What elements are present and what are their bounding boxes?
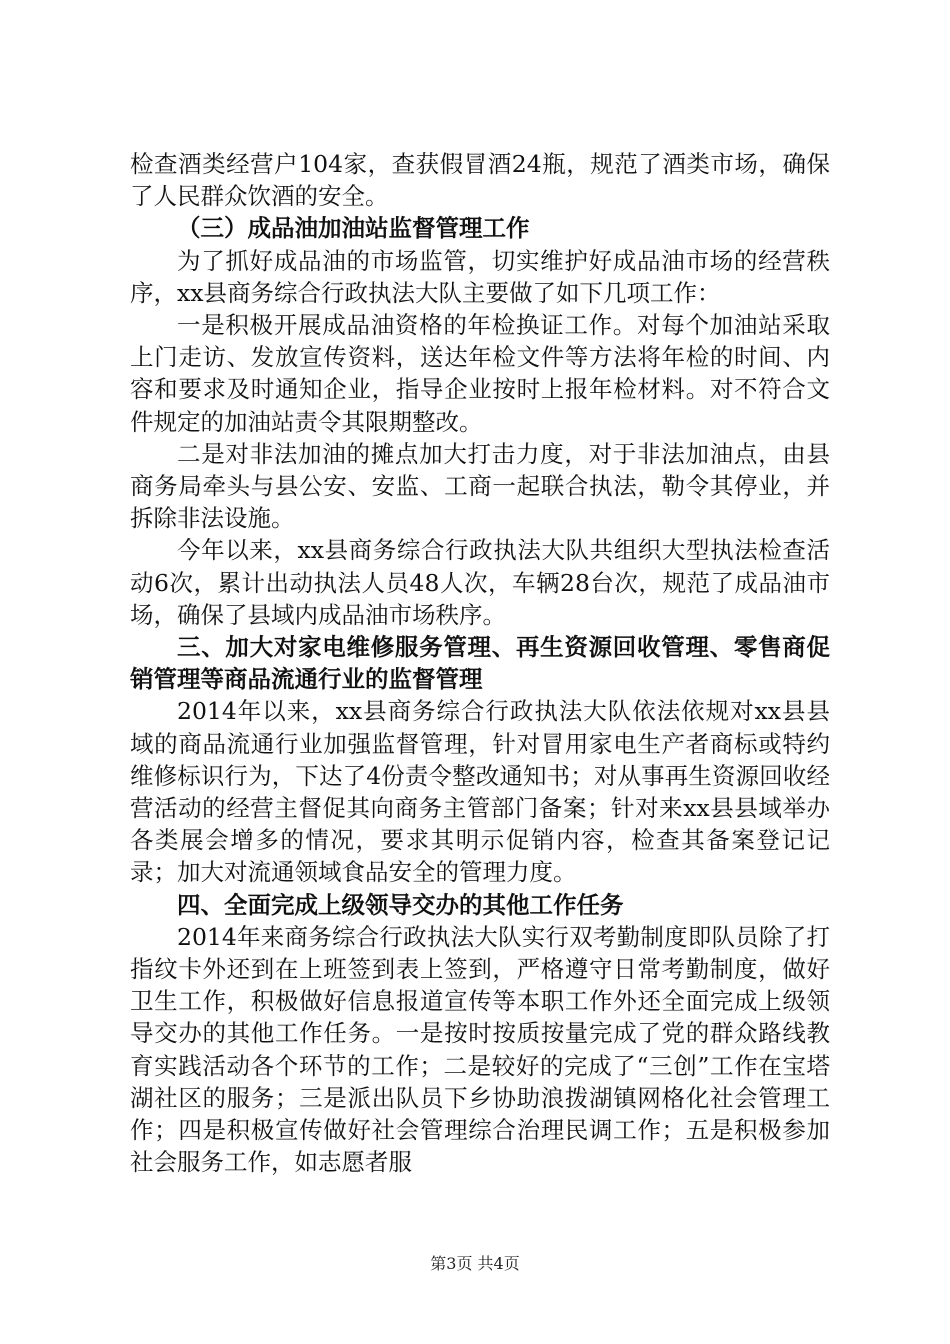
paragraph: 今年以来，xx县商务综合行政执法大队共组织大型执法检查活动6次，累计出动执法人员48人次，车辆28台次，规范了成品油市场，确保了县域内成品油市场秩序。: [130, 536, 830, 629]
section-heading-four: 四、全面完成上级领导交办的其他工作任务: [177, 890, 624, 919]
paragraph: 2014年以来，xx县商务综合行政执法大队依法依规对xx县县域的商品流通行业加强监督管理，针对冒用家电生产者商标或特约维修标识行为，下达了4份责令整改通知书；对从事再生资源回收经营活动的经营主督促其向商务主管部门备案；针对来xx县县域举办各类展会增多的情况，要求其明示促销内容，检查其备案登记记录；加大对流通领域食品安全的管理力度。: [130, 697, 830, 887]
paragraph-continued: 检查酒类经营户104家，查获假冒酒24瓶，规范了酒类市场，确保了人民群众饮酒的安全。: [130, 150, 830, 211]
section-heading-three: 三、加大对家电维修服务管理、再生资源回收管理、零售商促销管理等商品流通行业的监督管理: [130, 633, 830, 694]
page-footer: 第3页 共4页: [430, 1254, 520, 1273]
paragraph: 为了抓好成品油的市场监管，切实维护好成品油市场的经营秩序，xx县商务综合行政执法大队主要做了如下几项工作：: [130, 246, 830, 307]
document-body: [130, 148, 830, 1179]
section-heading-3: （三）成品油加油站监督管理工作: [177, 214, 530, 243]
paragraph: 2014年来商务综合行政执法大队实行双考勤制度即队员除了打指纹卡外还到在上班签到表上签到，严格遵守日常考勤制度，做好卫生工作，积极做好信息报道宣传等本职工作外还全面完成上级领导交办的其他工作任务。一是按时按质按量完成了党的群众路线教育实践活动各个环节的工作；二是较好的完成了“三创”工作在宝塔湖社区的服务；三是派出队员下乡协助浪拨湖镇网格化社会管理工作；四是积极宣传做好社会管理综合治理民调工作；五是积极参加社会服务工作，如志愿者服: [130, 922, 830, 1177]
paragraph: 二是对非法加油的摊点加大打击力度，对于非法加油点，由县商务局牵头与县公安、安监、工商一起联合执法，勒令其停业，并拆除非法设施。: [130, 439, 830, 533]
paragraph: 一是积极开展成品油资格的年检换证工作。对每个加油站采取上门走访、发放宣传资料，送达年检文件等方法将年检的时间、内容和要求及时通知企业，指导企业按时上报年检材料。对不符合文件规定的加油站责令其限期整改。: [130, 311, 830, 436]
